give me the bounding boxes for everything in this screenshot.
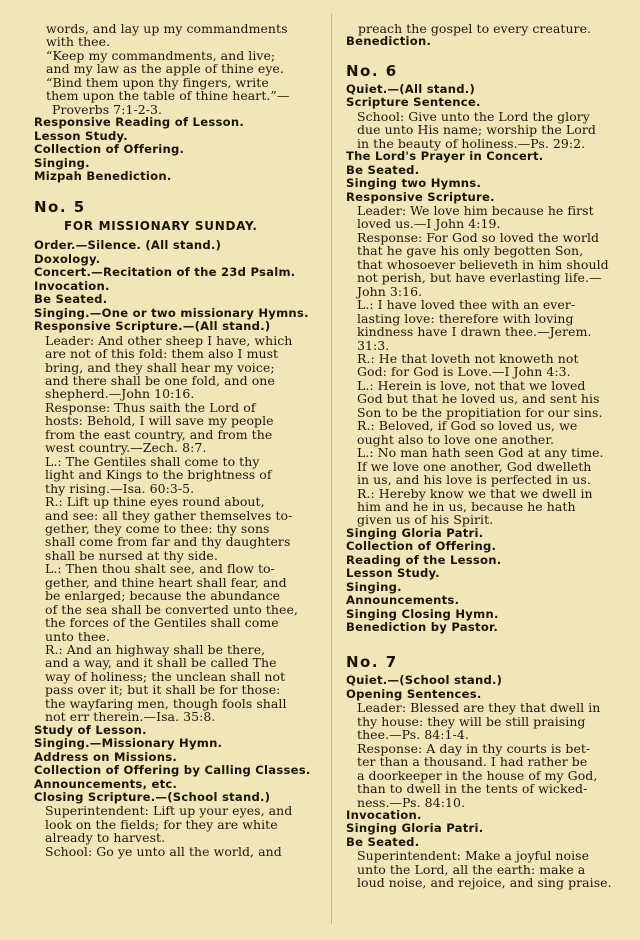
- text-line: him and he in us, because he hath: [357, 498, 576, 514]
- section-subtitle: FOR MISSIONARY SUNDAY.: [64, 219, 258, 234]
- order-item: Lesson Study.: [34, 128, 128, 143]
- text-line: God: for God is Love.—I John 4:3.: [357, 364, 571, 380]
- order-item: Announcements, etc.: [34, 776, 178, 791]
- text-line: unto the Lord, all the earth: make a: [357, 861, 586, 877]
- order-item: Be Seated.: [34, 292, 108, 307]
- order-item: Reading of the Lesson.: [346, 552, 502, 567]
- text-line: Son to be the propitiation for our sins.: [357, 404, 603, 420]
- text-line: School: Go ye unto all the world, and: [45, 843, 282, 859]
- text-line: gether, they come to thee: thy sons: [45, 520, 270, 536]
- text-line: shall come from far and thy daughters: [45, 534, 291, 550]
- text-line: a doorkeeper in the house of my God,: [357, 767, 598, 783]
- text-line: ought also to love one another.: [357, 431, 555, 447]
- text-line: thee.—Ps. 84:1-4.: [357, 727, 469, 743]
- text-line: thy house: they will be still praising: [357, 713, 586, 729]
- text-line: Response: For God so loved the world: [357, 229, 600, 245]
- order-item: Responsive Scripture.: [346, 189, 495, 204]
- text-line: and there shall be one fold, and one: [45, 372, 275, 388]
- text-line: John 3:16.: [357, 283, 423, 299]
- text-line: in the beauty of holiness.—Ps. 29:2.: [357, 135, 586, 151]
- right-column: [346, 22, 620, 890]
- text-line: ness.—Ps. 84:10.: [357, 794, 465, 810]
- order-item: Scripture Sentence.: [346, 95, 481, 110]
- text-line: look on the fields; for they are white: [45, 816, 278, 832]
- order-item: Invocation.: [34, 278, 110, 293]
- order-item: The Lord's Prayer in Concert.: [346, 149, 544, 164]
- text-line: L.: The Gentiles shall come to thy: [45, 453, 260, 469]
- text-line: due unto His name; worship the Lord: [357, 122, 596, 138]
- text-line: in us, and his love is perfected in us.: [357, 472, 591, 488]
- order-item: Lesson Study.: [346, 566, 440, 581]
- text-line: Response: Thus saith the Lord of: [45, 399, 256, 415]
- order-item: Mizpah Benediction.: [34, 168, 172, 183]
- text-line: of the sea shall be converted unto thee,: [45, 601, 298, 617]
- text-line: hosts: Behold, I will save my people: [45, 413, 274, 429]
- text-line: light and Kings to the brightness of: [45, 467, 272, 483]
- order-item: Quiet.—(School stand.): [346, 673, 503, 688]
- text-line: them upon the table of thine heart.”—: [46, 88, 290, 104]
- text-line: gether, and thine heart shall fear, and: [45, 574, 287, 590]
- text-line: Proverbs 7:1-2-3.: [52, 101, 163, 117]
- text-line: and my law as the apple of thine eye.: [46, 61, 284, 77]
- order-item: Collection of Offering by Calling Classes.: [34, 763, 311, 778]
- order-item: Singing.—One or two missionary Hymns.: [34, 305, 309, 320]
- order-item: Address on Missions.: [34, 749, 178, 764]
- text-line: shall be nursed at thy side.: [45, 547, 218, 563]
- text-line: L.: Then thou shalt see, and flow to-: [45, 561, 275, 577]
- no6-order-of-service: [346, 83, 620, 635]
- order-item: Singing.—Missionary Hymn.: [34, 736, 223, 751]
- section-heading-no7: No. 7: [346, 653, 398, 672]
- text-line: that he gave his only begotten Son,: [357, 243, 584, 259]
- text-line: than to dwell in the tents of wicked-: [357, 781, 588, 797]
- text-line: Leader: Blessed are they that dwell in: [357, 700, 601, 716]
- text-line: “Bind them upon thy fingers, write: [46, 74, 269, 90]
- order-item: Invocation.: [346, 808, 422, 823]
- text-line: lasting love: therefore with loving: [357, 310, 574, 326]
- text-line: R.: He that loveth not knoweth not: [357, 350, 579, 366]
- order-item: Collection of Offering.: [34, 142, 185, 157]
- text-line: kindness have I drawn thee.—Jerem.: [357, 324, 592, 340]
- text-line: R.: And an highway shall be there,: [45, 642, 266, 658]
- text-line: way of holiness; the unclean shall not: [45, 668, 286, 684]
- section-heading-no6: No. 6: [346, 61, 398, 80]
- text-line: and a way, and it shall be called The: [45, 655, 277, 671]
- order-item: Opening Sentences.: [346, 686, 482, 701]
- text-line: already to harvest.: [45, 830, 166, 846]
- no5-continuation: [346, 22, 620, 49]
- text-line: R.: Lift up thine eyes round about,: [45, 494, 265, 510]
- text-line: Leader: And other sheep I have, which: [45, 332, 293, 348]
- order-item: Benediction.: [346, 34, 432, 49]
- text-line: pass over it; but it shall be for those:: [45, 682, 281, 698]
- no4-continuation: [34, 22, 314, 183]
- order-item: Singing Gloria Patri.: [346, 525, 484, 540]
- order-item: Collection of Offering.: [346, 539, 497, 554]
- text-line: Response: A day in thy courts is bet-: [357, 740, 591, 756]
- text-line: If we love one another, God dwelleth: [357, 458, 592, 474]
- order-item: Singing Gloria Patri.: [346, 821, 484, 836]
- text-line: unto thee.: [45, 628, 110, 644]
- order-item: Responsive Scripture.—(All stand.): [34, 319, 271, 334]
- text-line: School: Give unto the Lord the glory: [357, 108, 590, 124]
- order-item: Be Seated.: [346, 834, 420, 849]
- text-line: Leader: We love him because he first: [357, 202, 594, 218]
- text-line: Superintendent: Make a joyful noise: [357, 848, 590, 864]
- text-line: L.: No man hath seen God at any time.: [357, 445, 604, 461]
- text-line: not err therein.—Isa. 35:8.: [45, 709, 216, 725]
- text-line: L.: Herein is love, not that we loved: [357, 377, 586, 393]
- text-line: loud noise, and rejoice, and sing praise.: [357, 875, 612, 891]
- text-line: shepherd.—John 10:16.: [45, 386, 195, 402]
- order-item: Singing Closing Hymn.: [346, 606, 499, 621]
- order-item: Study of Lesson.: [34, 722, 147, 737]
- order-item: Announcements.: [346, 593, 460, 608]
- text-line: from the east country, and from the: [45, 426, 273, 442]
- no5-order-of-service: [34, 239, 314, 858]
- no7-order-of-service: [346, 674, 620, 889]
- text-line: with thee.: [46, 34, 111, 50]
- text-line: 31:3.: [357, 337, 390, 353]
- order-item: Singing.: [34, 155, 90, 170]
- section-heading-no5: No. 5: [34, 198, 86, 217]
- text-line: Superintendent: Lift up your eyes, and: [45, 803, 293, 819]
- order-item: Doxology.: [34, 251, 101, 266]
- text-line: ter than a thousand. I had rather be: [357, 754, 588, 770]
- order-item: Concert.—Recitation of the 23d Psalm.: [34, 265, 296, 280]
- text-line: loved us.—I John 4:19.: [357, 216, 501, 232]
- left-column: [34, 22, 314, 858]
- text-line: that whosoever believeth in him should: [357, 256, 609, 272]
- text-line: given us of his Spirit.: [357, 512, 494, 528]
- text-line: bring, and they shall hear my voice;: [45, 359, 275, 375]
- text-line: not perish, but have everlasting life.—: [357, 270, 602, 286]
- text-line: God but that he loved us, and sent his: [357, 391, 600, 407]
- order-item: Singing two Hymns.: [346, 176, 482, 191]
- order-item: Quiet.—(All stand.): [346, 81, 476, 96]
- text-line: preach the gospel to every creature.: [358, 21, 592, 36]
- text-line: the wayfaring men, though fools shall: [45, 695, 287, 711]
- text-line: thy rising.—Isa. 60:3-5.: [45, 480, 195, 496]
- order-item: Responsive Reading of Lesson.: [34, 115, 244, 130]
- text-line: R.: Beloved, if God so loved us, we: [357, 418, 578, 434]
- text-line: words, and lay up my commandments: [46, 21, 288, 36]
- order-item: Benediction by Pastor.: [346, 620, 499, 635]
- order-item: Singing.: [346, 579, 402, 594]
- column-divider: [331, 14, 332, 924]
- order-item: Be Seated.: [346, 162, 420, 177]
- text-line: “Keep my commandments, and live;: [46, 47, 276, 63]
- text-line: R.: Hereby know we that we dwell in: [357, 485, 593, 501]
- text-line: are not of this fold: them also I must: [45, 346, 279, 362]
- text-line: be enlarged; because the abundance: [45, 588, 281, 604]
- text-line: the forces of the Gentiles shall come: [45, 615, 279, 631]
- text-line: west country.—Zech. 8:7.: [45, 440, 207, 456]
- order-item: Closing Scripture.—(School stand.): [34, 790, 271, 805]
- text-line: L.: I have loved thee with an ever-: [357, 297, 576, 313]
- text-line: and see: all they gather themselves to-: [45, 507, 293, 523]
- order-item: Order.—Silence. (All stand.): [34, 238, 222, 253]
